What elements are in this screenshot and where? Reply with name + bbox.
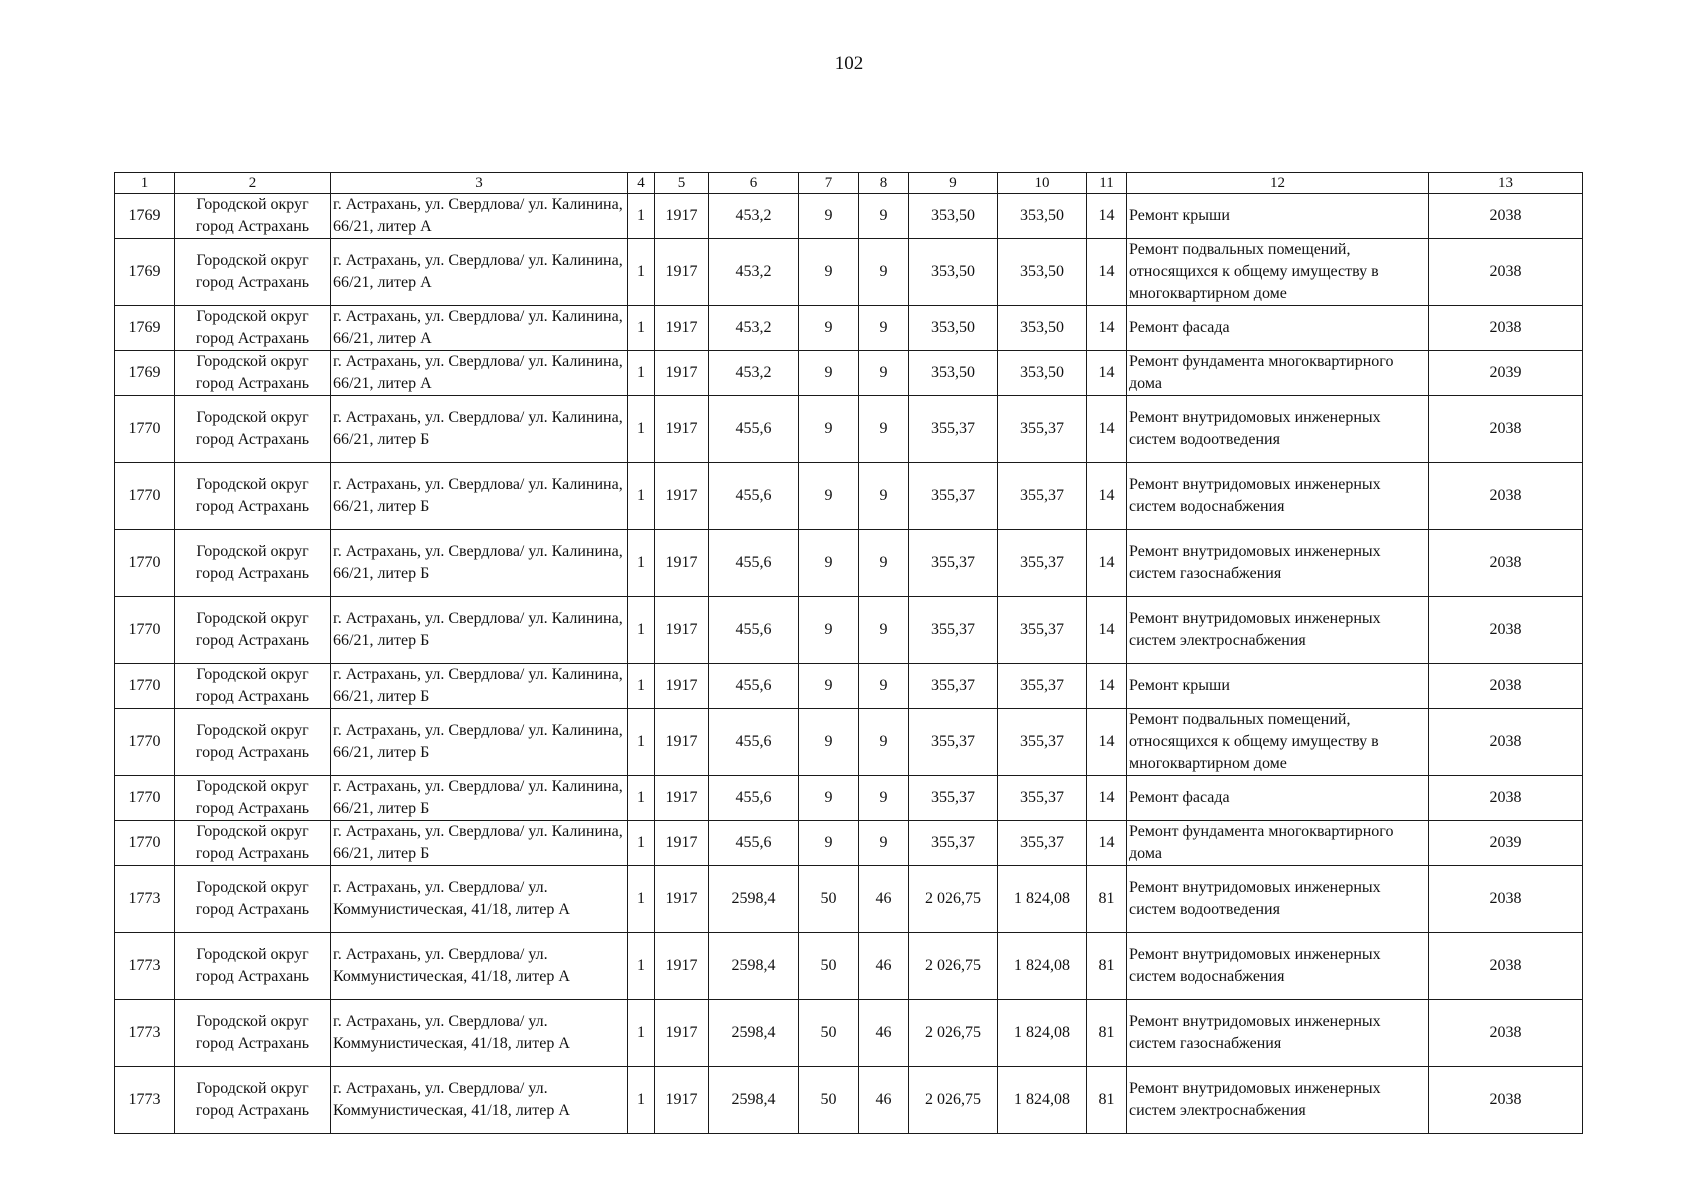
col-4-value-cell: 1 (628, 866, 655, 933)
municipality-cell: Городской округ город Астрахань (175, 1067, 331, 1134)
col-11-value-cell: 14 (1087, 776, 1127, 821)
col-9-value-cell: 2 026,75 (909, 1000, 998, 1067)
total-area-cell: 455,6 (709, 463, 799, 530)
total-area-cell: 455,6 (709, 597, 799, 664)
col-9-value-cell: 355,37 (909, 821, 998, 866)
table-body (115, 194, 1583, 1134)
address-cell: г. Астрахань, ул. Свердлова/ ул. Калинина, 66/21, литер А (331, 194, 628, 239)
col-7-value-cell: 9 (799, 709, 859, 776)
col-4-value-cell: 1 (628, 396, 655, 463)
column-header-12: 12 (1127, 173, 1429, 194)
table-row (115, 351, 1583, 396)
municipality-cell: Городской округ город Астрахань (175, 709, 331, 776)
table-row (115, 463, 1583, 530)
planned-year-cell: 2038 (1429, 463, 1583, 530)
year-built-cell: 1917 (655, 530, 709, 597)
column-header-3: 3 (331, 173, 628, 194)
col-10-value-cell: 1 824,08 (998, 866, 1087, 933)
column-header-2: 2 (175, 173, 331, 194)
year-built-cell: 1917 (655, 351, 709, 396)
record-number-cell: 1770 (115, 530, 175, 597)
work-type-cell: Ремонт подвальных помещений, относящихся к общему имуществу в многоквартирном доме (1127, 239, 1429, 306)
col-9-value-cell: 355,37 (909, 463, 998, 530)
column-header-7: 7 (799, 173, 859, 194)
col-8-value-cell: 9 (859, 463, 909, 530)
address-cell: г. Астрахань, ул. Свердлова/ ул. Калинина, 66/21, литер Б (331, 664, 628, 709)
col-7-value-cell: 9 (799, 821, 859, 866)
work-type-cell: Ремонт внутридомовых инженерных систем водоотведения (1127, 866, 1429, 933)
year-built-cell: 1917 (655, 933, 709, 1000)
year-built-cell: 1917 (655, 1000, 709, 1067)
col-7-value-cell: 9 (799, 239, 859, 306)
municipality-cell: Городской округ город Астрахань (175, 396, 331, 463)
address-cell: г. Астрахань, ул. Свердлова/ ул. Калинина, 66/21, литер Б (331, 821, 628, 866)
address-cell: г. Астрахань, ул. Свердлова/ ул. Коммунистическая, 41/18, литер А (331, 1067, 628, 1134)
col-9-value-cell: 353,50 (909, 306, 998, 351)
year-built-cell: 1917 (655, 664, 709, 709)
work-type-cell: Ремонт фундамента многоквартирного дома (1127, 821, 1429, 866)
work-type-cell: Ремонт внутридомовых инженерных систем водоснабжения (1127, 463, 1429, 530)
col-11-value-cell: 14 (1087, 239, 1127, 306)
col-10-value-cell: 355,37 (998, 597, 1087, 664)
col-9-value-cell: 355,37 (909, 776, 998, 821)
col-11-value-cell: 81 (1087, 1067, 1127, 1134)
total-area-cell: 455,6 (709, 396, 799, 463)
column-header-5: 5 (655, 173, 709, 194)
planned-year-cell: 2038 (1429, 194, 1583, 239)
total-area-cell: 455,6 (709, 664, 799, 709)
col-11-value-cell: 14 (1087, 597, 1127, 664)
record-number-cell: 1770 (115, 709, 175, 776)
col-4-value-cell: 1 (628, 597, 655, 664)
work-type-cell: Ремонт фасада (1127, 306, 1429, 351)
record-number-cell: 1770 (115, 597, 175, 664)
year-built-cell: 1917 (655, 463, 709, 530)
col-10-value-cell: 355,37 (998, 396, 1087, 463)
address-cell: г. Астрахань, ул. Свердлова/ ул. Коммунистическая, 41/18, литер А (331, 933, 628, 1000)
col-7-value-cell: 9 (799, 530, 859, 597)
col-7-value-cell: 9 (799, 396, 859, 463)
column-header-9: 9 (909, 173, 998, 194)
record-number-cell: 1770 (115, 396, 175, 463)
record-number-cell: 1769 (115, 194, 175, 239)
address-cell: г. Астрахань, ул. Свердлова/ ул. Калинина, 66/21, литер А (331, 239, 628, 306)
col-7-value-cell: 9 (799, 194, 859, 239)
municipality-cell: Городской округ город Астрахань (175, 351, 331, 396)
address-cell: г. Астрахань, ул. Свердлова/ ул. Калинина, 66/21, литер А (331, 351, 628, 396)
record-number-cell: 1773 (115, 1067, 175, 1134)
address-cell: г. Астрахань, ул. Свердлова/ ул. Калинина, 66/21, литер Б (331, 463, 628, 530)
total-area-cell: 455,6 (709, 530, 799, 597)
col-10-value-cell: 355,37 (998, 530, 1087, 597)
table-row (115, 866, 1583, 933)
table-row (115, 821, 1583, 866)
column-header-6: 6 (709, 173, 799, 194)
page-number: 102 (834, 53, 864, 74)
col-11-value-cell: 14 (1087, 821, 1127, 866)
address-cell: г. Астрахань, ул. Свердлова/ ул. Калинина, 66/21, литер Б (331, 530, 628, 597)
col-8-value-cell: 9 (859, 664, 909, 709)
col-8-value-cell: 9 (859, 597, 909, 664)
record-number-cell: 1769 (115, 239, 175, 306)
col-4-value-cell: 1 (628, 239, 655, 306)
municipality-cell: Городской округ город Астрахань (175, 463, 331, 530)
register-table (114, 172, 1583, 1134)
municipality-cell: Городской округ город Астрахань (175, 194, 331, 239)
col-9-value-cell: 355,37 (909, 664, 998, 709)
record-number-cell: 1773 (115, 933, 175, 1000)
total-area-cell: 455,6 (709, 821, 799, 866)
col-4-value-cell: 1 (628, 463, 655, 530)
col-10-value-cell: 353,50 (998, 351, 1087, 396)
col-11-value-cell: 14 (1087, 664, 1127, 709)
column-header-11: 11 (1087, 173, 1127, 194)
table-row (115, 194, 1583, 239)
record-number-cell: 1769 (115, 351, 175, 396)
planned-year-cell: 2039 (1429, 821, 1583, 866)
col-4-value-cell: 1 (628, 194, 655, 239)
year-built-cell: 1917 (655, 396, 709, 463)
year-built-cell: 1917 (655, 821, 709, 866)
col-10-value-cell: 1 824,08 (998, 933, 1087, 1000)
column-header-8: 8 (859, 173, 909, 194)
col-11-value-cell: 81 (1087, 1000, 1127, 1067)
record-number-cell: 1769 (115, 306, 175, 351)
address-cell: г. Астрахань, ул. Свердлова/ ул. Калинина, 66/21, литер Б (331, 776, 628, 821)
col-4-value-cell: 1 (628, 351, 655, 396)
municipality-cell: Городской округ город Астрахань (175, 866, 331, 933)
col-10-value-cell: 355,37 (998, 821, 1087, 866)
planned-year-cell: 2039 (1429, 351, 1583, 396)
header-row (115, 173, 1583, 194)
record-number-cell: 1773 (115, 866, 175, 933)
municipality-cell: Городской округ город Астрахань (175, 776, 331, 821)
col-7-value-cell: 9 (799, 306, 859, 351)
table-row (115, 664, 1583, 709)
column-header-1: 1 (115, 173, 175, 194)
col-4-value-cell: 1 (628, 821, 655, 866)
planned-year-cell: 2038 (1429, 530, 1583, 597)
col-10-value-cell: 355,37 (998, 664, 1087, 709)
planned-year-cell: 2038 (1429, 239, 1583, 306)
address-cell: г. Астрахань, ул. Свердлова/ ул. Калинина, 66/21, литер Б (331, 597, 628, 664)
work-type-cell: Ремонт внутридомовых инженерных систем электроснабжения (1127, 1067, 1429, 1134)
work-type-cell: Ремонт подвальных помещений, относящихся к общему имуществу в многоквартирном доме (1127, 709, 1429, 776)
table-row (115, 306, 1583, 351)
record-number-cell: 1773 (115, 1000, 175, 1067)
planned-year-cell: 2038 (1429, 597, 1583, 664)
col-9-value-cell: 353,50 (909, 194, 998, 239)
col-7-value-cell: 9 (799, 664, 859, 709)
year-built-cell: 1917 (655, 776, 709, 821)
municipality-cell: Городской округ город Астрахань (175, 664, 331, 709)
col-8-value-cell: 9 (859, 530, 909, 597)
col-8-value-cell: 46 (859, 1000, 909, 1067)
municipality-cell: Городской округ город Астрахань (175, 933, 331, 1000)
col-7-value-cell: 50 (799, 866, 859, 933)
municipality-cell: Городской округ город Астрахань (175, 306, 331, 351)
work-type-cell: Ремонт крыши (1127, 194, 1429, 239)
col-4-value-cell: 1 (628, 664, 655, 709)
col-9-value-cell: 355,37 (909, 396, 998, 463)
total-area-cell: 455,6 (709, 776, 799, 821)
work-type-cell: Ремонт внутридомовых инженерных систем электроснабжения (1127, 597, 1429, 664)
col-8-value-cell: 9 (859, 776, 909, 821)
col-11-value-cell: 81 (1087, 933, 1127, 1000)
col-9-value-cell: 2 026,75 (909, 866, 998, 933)
col-10-value-cell: 353,50 (998, 306, 1087, 351)
year-built-cell: 1917 (655, 1067, 709, 1134)
col-11-value-cell: 14 (1087, 709, 1127, 776)
column-header-4: 4 (628, 173, 655, 194)
col-9-value-cell: 355,37 (909, 597, 998, 664)
col-4-value-cell: 1 (628, 306, 655, 351)
col-4-value-cell: 1 (628, 530, 655, 597)
total-area-cell: 455,6 (709, 709, 799, 776)
col-11-value-cell: 14 (1087, 194, 1127, 239)
col-8-value-cell: 9 (859, 821, 909, 866)
col-8-value-cell: 9 (859, 709, 909, 776)
col-11-value-cell: 14 (1087, 463, 1127, 530)
address-cell: г. Астрахань, ул. Свердлова/ ул. Коммунистическая, 41/18, литер А (331, 1000, 628, 1067)
table-row (115, 239, 1583, 306)
municipality-cell: Городской округ город Астрахань (175, 1000, 331, 1067)
table-row (115, 396, 1583, 463)
col-7-value-cell: 50 (799, 1067, 859, 1134)
year-built-cell: 1917 (655, 597, 709, 664)
col-4-value-cell: 1 (628, 933, 655, 1000)
planned-year-cell: 2038 (1429, 1000, 1583, 1067)
col-10-value-cell: 355,37 (998, 709, 1087, 776)
total-area-cell: 2598,4 (709, 866, 799, 933)
total-area-cell: 453,2 (709, 306, 799, 351)
work-type-cell: Ремонт фасада (1127, 776, 1429, 821)
col-4-value-cell: 1 (628, 776, 655, 821)
total-area-cell: 453,2 (709, 194, 799, 239)
col-4-value-cell: 1 (628, 1067, 655, 1134)
table-row (115, 776, 1583, 821)
col-10-value-cell: 355,37 (998, 776, 1087, 821)
year-built-cell: 1917 (655, 306, 709, 351)
table-row (115, 530, 1583, 597)
col-10-value-cell: 1 824,08 (998, 1067, 1087, 1134)
year-built-cell: 1917 (655, 239, 709, 306)
year-built-cell: 1917 (655, 709, 709, 776)
table-row (115, 597, 1583, 664)
planned-year-cell: 2038 (1429, 776, 1583, 821)
col-9-value-cell: 353,50 (909, 351, 998, 396)
col-11-value-cell: 14 (1087, 351, 1127, 396)
col-11-value-cell: 81 (1087, 866, 1127, 933)
col-11-value-cell: 14 (1087, 396, 1127, 463)
table-row (115, 1067, 1583, 1134)
col-10-value-cell: 353,50 (998, 239, 1087, 306)
municipality-cell: Городской округ город Астрахань (175, 530, 331, 597)
record-number-cell: 1770 (115, 821, 175, 866)
col-11-value-cell: 14 (1087, 306, 1127, 351)
col-9-value-cell: 355,37 (909, 530, 998, 597)
year-built-cell: 1917 (655, 194, 709, 239)
work-type-cell: Ремонт внутридомовых инженерных систем газоснабжения (1127, 530, 1429, 597)
municipality-cell: Городской округ город Астрахань (175, 239, 331, 306)
work-type-cell: Ремонт внутридомовых инженерных систем водоотведения (1127, 396, 1429, 463)
record-number-cell: 1770 (115, 463, 175, 530)
col-8-value-cell: 46 (859, 866, 909, 933)
col-10-value-cell: 353,50 (998, 194, 1087, 239)
col-4-value-cell: 1 (628, 709, 655, 776)
col-9-value-cell: 2 026,75 (909, 933, 998, 1000)
col-9-value-cell: 355,37 (909, 709, 998, 776)
planned-year-cell: 2038 (1429, 306, 1583, 351)
work-type-cell: Ремонт фундамента многоквартирного дома (1127, 351, 1429, 396)
col-7-value-cell: 9 (799, 597, 859, 664)
planned-year-cell: 2038 (1429, 664, 1583, 709)
work-type-cell: Ремонт внутридомовых инженерных систем газоснабжения (1127, 1000, 1429, 1067)
col-8-value-cell: 46 (859, 1067, 909, 1134)
record-number-cell: 1770 (115, 664, 175, 709)
record-number-cell: 1770 (115, 776, 175, 821)
col-7-value-cell: 9 (799, 776, 859, 821)
col-8-value-cell: 9 (859, 194, 909, 239)
table-row (115, 709, 1583, 776)
col-10-value-cell: 1 824,08 (998, 1000, 1087, 1067)
col-11-value-cell: 14 (1087, 530, 1127, 597)
address-cell: г. Астрахань, ул. Свердлова/ ул. Коммунистическая, 41/18, литер А (331, 866, 628, 933)
table-row (115, 1000, 1583, 1067)
col-9-value-cell: 353,50 (909, 239, 998, 306)
work-type-cell: Ремонт крыши (1127, 664, 1429, 709)
planned-year-cell: 2038 (1429, 933, 1583, 1000)
planned-year-cell: 2038 (1429, 709, 1583, 776)
address-cell: г. Астрахань, ул. Свердлова/ ул. Калинина, 66/21, литер А (331, 306, 628, 351)
col-9-value-cell: 2 026,75 (909, 1067, 998, 1134)
municipality-cell: Городской округ город Астрахань (175, 597, 331, 664)
col-7-value-cell: 50 (799, 933, 859, 1000)
total-area-cell: 2598,4 (709, 1000, 799, 1067)
col-8-value-cell: 9 (859, 306, 909, 351)
planned-year-cell: 2038 (1429, 396, 1583, 463)
planned-year-cell: 2038 (1429, 1067, 1583, 1134)
work-type-cell: Ремонт внутридомовых инженерных систем водоснабжения (1127, 933, 1429, 1000)
total-area-cell: 453,2 (709, 351, 799, 396)
column-header-10: 10 (998, 173, 1087, 194)
total-area-cell: 2598,4 (709, 1067, 799, 1134)
col-10-value-cell: 355,37 (998, 463, 1087, 530)
col-8-value-cell: 9 (859, 351, 909, 396)
col-4-value-cell: 1 (628, 1000, 655, 1067)
col-8-value-cell: 46 (859, 933, 909, 1000)
col-8-value-cell: 9 (859, 396, 909, 463)
total-area-cell: 2598,4 (709, 933, 799, 1000)
address-cell: г. Астрахань, ул. Свердлова/ ул. Калинина, 66/21, литер Б (331, 396, 628, 463)
table-row (115, 933, 1583, 1000)
total-area-cell: 453,2 (709, 239, 799, 306)
col-7-value-cell: 50 (799, 1000, 859, 1067)
municipality-cell: Городской округ город Астрахань (175, 821, 331, 866)
planned-year-cell: 2038 (1429, 866, 1583, 933)
column-header-13: 13 (1429, 173, 1583, 194)
col-8-value-cell: 9 (859, 239, 909, 306)
year-built-cell: 1917 (655, 866, 709, 933)
col-7-value-cell: 9 (799, 351, 859, 396)
address-cell: г. Астрахань, ул. Свердлова/ ул. Калинина, 66/21, литер Б (331, 709, 628, 776)
col-7-value-cell: 9 (799, 463, 859, 530)
